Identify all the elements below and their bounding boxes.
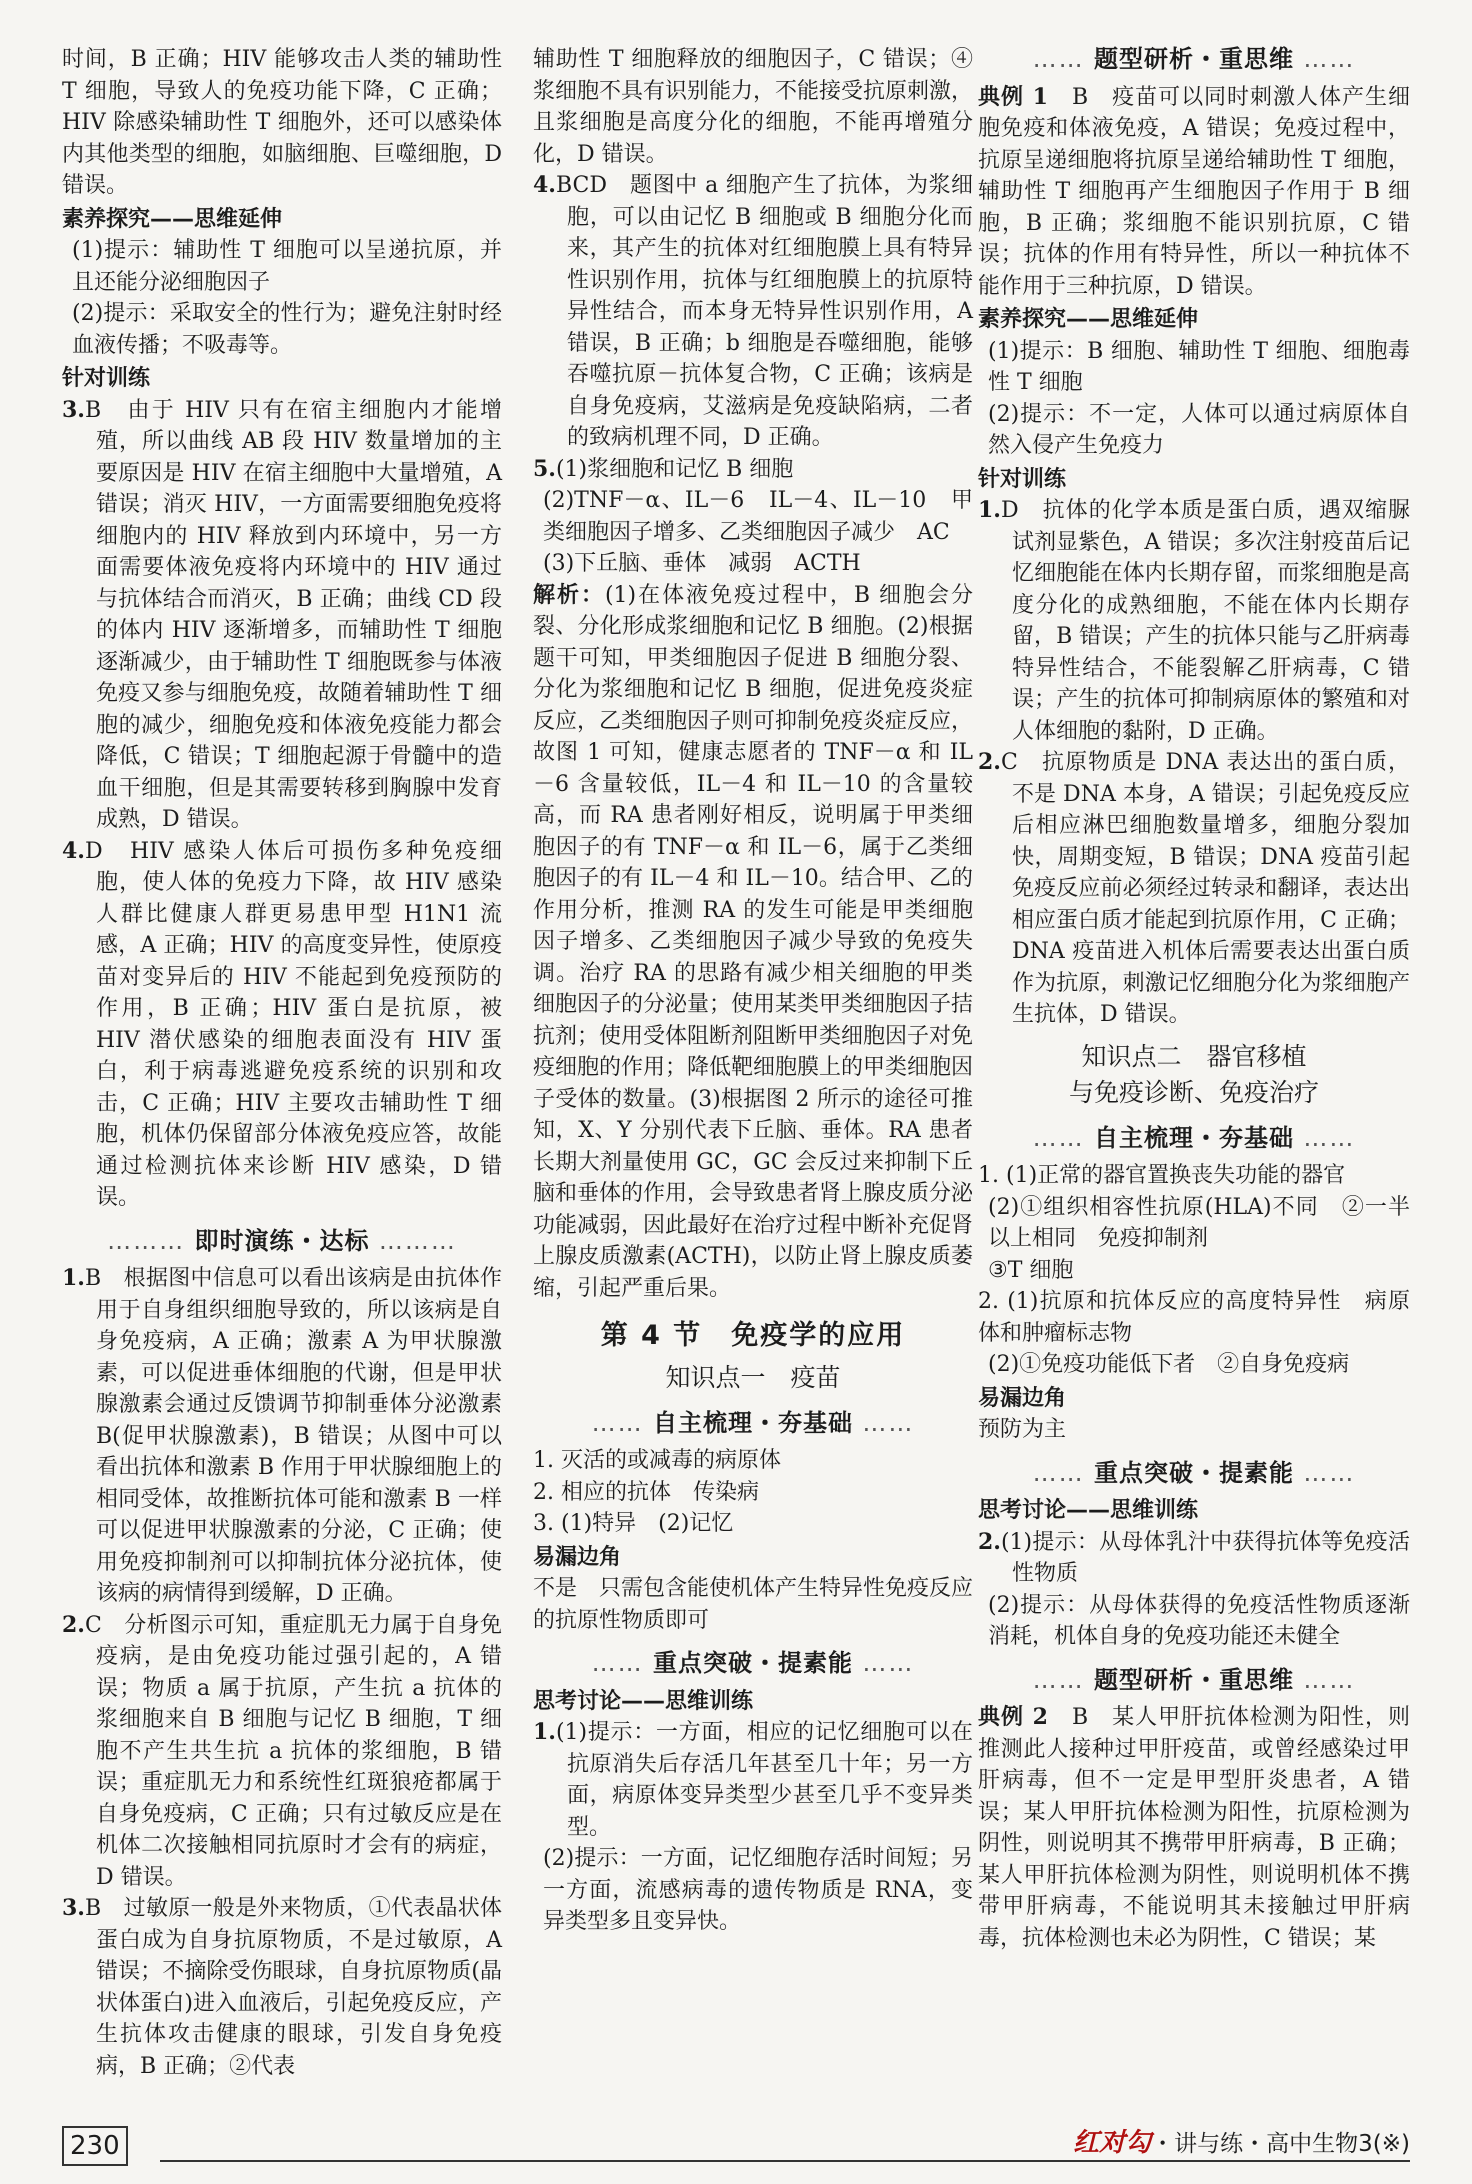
answer-item — [62, 395, 502, 836]
answer-body: B 过敏原一般是外来物质，①代表晶状体蛋白成为自身抗原物质，不是过敏原，A 错误；不摘除受伤眼球，自身抗原物质(晶状体蛋白)进入血液后，引起免疫反应，产生抗体攻击健康的眼球，引发自身免疫病，B 正确；②代表 — [84, 1896, 502, 2079]
hint-text: (1)提示：B 细胞、辅助性 T 细胞、细胞毒性 T 细胞 — [988, 338, 1410, 395]
answer-item — [533, 170, 973, 454]
answer-number: 1. — [978, 497, 1001, 523]
answer-body: D 抗体的化学本质是蛋白质，遇双缩脲试剂显紫色，A 错误；多次注射疫苗后记忆细胞能在体内长期存留，而浆细胞是高度分化的成熟细胞，不能在体内长期存留，B 错误；产生的抗体只能与乙肝病毒特异性结合，不能裂解乙肝病毒，C 错误；产生的抗体可抑制病原体的繁殖和对人体细胞的黏附，D 正确。 — [1000, 498, 1410, 744]
answer-text: 辅助性 T 细胞释放的细胞因子，C 错误；④浆细胞不具有识别能力，不能接受抗原刺激，且浆细胞是高度分化的细胞，不能再增殖分化，D 错误。 — [533, 47, 974, 167]
answer-text: 不是 只需包含能使机体产生特异性免疫反应的抗原性物质即可 — [533, 1576, 974, 1633]
brand-text: ・讲与练・高中生物3(※) — [1151, 2131, 1410, 2157]
answer-number: 2. — [62, 1611, 85, 1638]
example-item — [978, 1702, 1410, 1954]
answer-number: 4. — [62, 837, 85, 864]
section-heading: 易漏边角 — [978, 1385, 1067, 1411]
section-title: 第 4 节 免疫学的应用 — [600, 1320, 906, 1351]
answer-line: 3. (1)特异 (2)记忆 — [533, 1511, 734, 1536]
answer-number: 4. — [533, 172, 556, 198]
answer-item — [978, 747, 1410, 1031]
answer-sub: (2)TNF－α、IL－6 IL－4、IL－10 甲类细胞因子增多、乙类细胞因子减少 AC — [543, 488, 973, 545]
answer-body: C 抗原物质是 DNA 表达出的蛋白质，不是 DNA 本身，A 错误；引起免疫反应后相应淋巴细胞数量增多，细胞分裂加快，周期变短，B 错误；DNA 疫苗引起免疫反应前必须经过转录和翻译，表达出相应蛋白质才能起到抗原作用，C 正确；DNA 疫苗进入机体后需要表达出蛋白质作为抗原，刺激记忆细胞分化为浆细胞产生抗体，D 错误。 — [1000, 750, 1410, 1027]
answer-number: 1. — [62, 1265, 85, 1291]
explanation — [533, 580, 973, 1305]
answer-body: (1)提示：一方面，相应的记忆细胞可以在抗原消失后存活几年甚至几十年；另一方面，病原体变异类型少甚至几乎不变异类型。 — [555, 1720, 973, 1840]
answer-number: 3. — [62, 396, 85, 423]
column-middle — [533, 44, 973, 1938]
answer-number: 3. — [62, 1895, 85, 1921]
banner-heading: …… 自主梳理・夯基础 …… — [1032, 1123, 1356, 1152]
answer-number: 1. — [533, 1719, 556, 1745]
answer-item — [62, 1263, 502, 1610]
hint-text: (1)提示：辅助性 T 细胞可以呈递抗原，并且还能分泌细胞因子 — [72, 238, 502, 295]
answer-line: 2. 相应的抗体 传染病 — [533, 1479, 759, 1505]
column-right — [978, 44, 1410, 1954]
knowledge-point-title: 知识点二 器官移植 与免疫诊断、免疫治疗 — [1068, 1041, 1319, 1107]
hint-text: (2)提示：不一定，人体可以通过病原体自然入侵产生免疫力 — [988, 401, 1410, 458]
answer-body: BCD 题图中 a 细胞产生了抗体，为浆细胞，可以由记忆 B 细胞或 B 细胞分化而来，其产生的抗体对红细胞膜上具有特异性识别作用，抗体与红细胞膜上的抗原特异性结合，而本身无特异性识别作用，A 错误，B 正确；b 细胞是吞噬细胞，能够吞噬抗原－抗体复合物，C 正确；该病是自身免疫病，艾滋病是免疫缺陷病，二者的致病机理不同，D 正确。 — [555, 173, 973, 450]
explanation-body: (1)在体液免疫过程中，B 细胞会分裂、分化形成浆细胞和记忆 B 细胞。(2)根据题干可知，甲类细胞因子促进 B 细胞分裂、分化为浆细胞和记忆 B 细胞，促进免疫炎症反应，乙类细胞因子则可抑制免疫炎症反应，故图 1 可知，健康志愿者的 TNF－α 和 IL－6 含量较低，IL－4 和 IL－10 的含量较高，而 RA 患者刚好相反，说明属于甲类细胞因子的有 TNF－α 和 IL－6，属于乙类细胞因子的有 IL－4 和 IL－10。结合甲、乙的作用分析，推测 RA 的发生可能是甲类细胞因子增多、乙类细胞因子减少导致的免疫失调。治疗 RA 的思路有减少相关细胞的甲类细胞因子的分泌量；使用某类甲类细胞因子拮抗剂；使用受体阻断剂阻断甲类细胞因子对免疫细胞的作用；降低靶细胞膜上的甲类细胞因子受体的数量。(3)根据图 2 所示的途径可推知，X、Y 分别代表下丘脑、垂体。RA 患者长期大剂量使用 GC，GC 会反过来抑制下丘脑和垂体的作用，会导致患者肾上腺皮质分泌功能减弱，因此最好在治疗过程中断补充促肾上腺皮质激素(ACTH)，以防止肾上腺皮质萎缩，引起严重后果。 — [533, 582, 974, 1301]
answer-line: 1. 灭活的或减毒的病原体 — [533, 1448, 781, 1473]
answer-sub: (2)提示：从母体获得的免疫活性物质逐渐消耗，机体自身的免疫功能还未健全 — [988, 1592, 1410, 1649]
answer-text: 预防为主 — [978, 1417, 1067, 1442]
footer-brand — [1073, 2128, 1410, 2161]
answer-sub: ③T 细胞 — [988, 1257, 1074, 1283]
example-label: 典例 1 — [978, 83, 1048, 110]
banner-heading: …… 重点突破・提素能 …… — [1032, 1458, 1356, 1487]
answer-number: 5. — [533, 455, 556, 482]
answer-item — [62, 836, 502, 1214]
section-heading: 针对训练 — [978, 466, 1067, 492]
answer-body: D HIV 感染人体后可损伤多种免疫细胞，使人体的免疫力下降，故 HIV 感染人群比健康人群更易患甲型 H1N1 流感，A 正确；HIV 的高度变异性，使原疫苗对变异后的 HIV 不能起到免疫预防的作用，B 正确；HIV 蛋白是抗原，被 HIV 潜伏感染的细胞表面没有 HIV 蛋白，利于病毒逃避免疫系统的识别和攻击，C 正确；HIV 主要攻击辅助性 T 细胞，机体仍保留部分体液免疫应答，故能通过检测抗体来诊断 HIV 感染，D 错误。 — [84, 838, 502, 1210]
section-heading: 思考讨论——思维训练 — [978, 1498, 1199, 1523]
answer-sub: (2)①免疫功能低下者 ②自身免疫病 — [988, 1352, 1350, 1377]
answer-item — [978, 495, 1410, 747]
answer-line: 2. (1)抗原和抗体反应的高度特异性 病原体和肿瘤标志物 — [978, 1289, 1410, 1346]
answer-body: B 根据图中信息可以看出该病是由抗体作用于自身组织细胞导致的，所以该病是自身免疫病，A 正确；激素 A 为甲状腺激素，可以促进垂体细胞的代谢，但是甲状腺激素会通过反馈调节抑制垂体分泌激素 B(促甲状腺激素)，B 错误；从图中可以看出抗体和激素 B 作用于甲状腺细胞上的相同受体，故推断抗体可能和激素 B 一样可以促进甲状腺激素的分泌，C 正确；使用免疫抑制剂可以抑制抗体分泌抗体，使该病的病情得到缓解，D 正确。 — [84, 1266, 502, 1606]
answer-item — [978, 1527, 1410, 1590]
banner-heading: …… 题型研析・重思维 …… — [1032, 1665, 1356, 1694]
column-left — [62, 44, 502, 2082]
banner-heading: ……… 即时演练・达标 ……… — [107, 1226, 457, 1255]
section-heading: 针对训练 — [62, 366, 151, 391]
answer-sub: (2)①组织相容性抗原(HLA)不同 ②一半以上相同 免疫抑制剂 — [988, 1194, 1410, 1251]
answer-number: 2. — [978, 1528, 1001, 1555]
answer-body: B 由于 HIV 只有在宿主细胞内才能增殖，所以曲线 AB 段 HIV 数量增加的主要原因是 HIV 在宿主细胞中大量增殖，A 错误；消灭 HIV，一方面需要细胞免疫将细胞内的 HIV 释放到内环境中，另一方面需要体液免疫将内环境中的 HIV 通过与抗体结合而消灭，B 正确；曲线 CD 段的体内 HIV 逐渐增多，而辅助性 T 细胞逐渐减少，由于辅助性 T 细胞既参与体液免疫又参与细胞免疫，故随着辅助性 T 细胞的减少，细胞免疫和体液免疫能力都会降低，C 错误；T 细胞起源于骨髓中的造血干细胞，但是其需要转移到胸腺中发育成熟，D 错误。 — [84, 397, 502, 832]
example-body: B 疫苗可以同时刺激人体产生细胞免疫和体液免疫，A 错误；免疫过程中，抗原呈递细胞将抗原呈递给辅助性 T 细胞，辅助性 T 细胞再产生细胞因子作用于 B 细胞，B 正确；浆细胞不能识别抗原，C 错误；抗体的作用有特异性，所以一种抗体不能作用于三种抗原，D 错误。 — [978, 84, 1410, 299]
answer-body: (1)提示：从母体乳汁中获得抗体等免疫活性物质 — [1000, 1529, 1410, 1586]
answer-sub: (3)下丘脑、垂体 减弱 ACTH — [543, 551, 861, 576]
answer-body: (1)浆细胞和记忆 B 细胞 — [555, 456, 794, 482]
knowledge-point-title: 知识点一 疫苗 — [665, 1362, 841, 1392]
answer-line: 1. (1)正常的器官置换丧失功能的器官 — [978, 1163, 1346, 1188]
answer-item — [62, 1610, 502, 1894]
section-heading: 思考讨论——思维训练 — [533, 1688, 754, 1714]
answer-body: C 分析图示可知，重症肌无力属于自身免疫病，是由免疫功能过强引起的，A 错误；物质 a 属于抗原，产生抗 a 抗体的浆细胞来自 B 细胞与记忆 B 细胞，T 细胞不产生共生抗 a 抗体的浆细胞，B 错误；重症肌无力和系统性红斑狼疮都属于自身免疫病，C 正确；只有过敏反应是在机体二次接触相同抗原时才会有的病症，D 错误。 — [84, 1612, 502, 1890]
answer-number: 2. — [978, 749, 1001, 775]
answer-text: 时间，B 正确；HIV 能够攻击人类的辅助性 T 细胞，导致人的免疫功能下降，C 正确；HIV 除感染辅助性 T 细胞外，还可以感染体内其他类型的细胞，如脑细胞、巨噬细胞，D 错误。 — [62, 47, 502, 198]
section-heading: 素养探究——思维延伸 — [978, 307, 1199, 332]
hint-text: (2)提示：采取安全的性行为；避免注射时经血液传播；不吸毒等。 — [72, 301, 502, 358]
example-label: 典例 2 — [978, 1704, 1048, 1730]
example-item — [978, 82, 1410, 303]
banner-heading: …… 题型研析・重思维 …… — [1032, 45, 1356, 73]
answer-sub: (2)提示：一方面，记忆细胞存活时间短；另一方面，流感病毒的遗传物质是 RNA，变异类型多且变异快。 — [543, 1846, 973, 1934]
answer-item — [62, 1893, 502, 2082]
explanation-label: 解析： — [533, 581, 605, 608]
answer-item — [533, 1717, 973, 1843]
answer-item — [533, 454, 973, 486]
brand-logo: 红对勾 — [1073, 2128, 1152, 2158]
section-heading: 素养探究——思维延伸 — [62, 206, 283, 232]
banner-heading: …… 重点突破・提素能 …… — [591, 1649, 915, 1677]
page-number: 230 — [62, 2126, 128, 2166]
banner-heading: …… 自主梳理・夯基础 …… — [591, 1408, 915, 1437]
example-body: B 某人甲肝抗体检测为阳性，则推测此人接种过甲肝疫苗，或曾经感染过甲肝病毒，但不一定是甲型肝炎患者，A 错误；某人甲肝抗体检测为阳性，抗原检测为阴性，则说明其不携带甲肝病毒，B 正确；某人甲肝抗体检测为阴性，则说明机体不携带甲肝病毒，不能说明其未接触过甲肝病毒，抗体检测也未必为阴性，C 错误；某 — [978, 1705, 1410, 1951]
section-heading: 易漏边角 — [533, 1544, 622, 1570]
